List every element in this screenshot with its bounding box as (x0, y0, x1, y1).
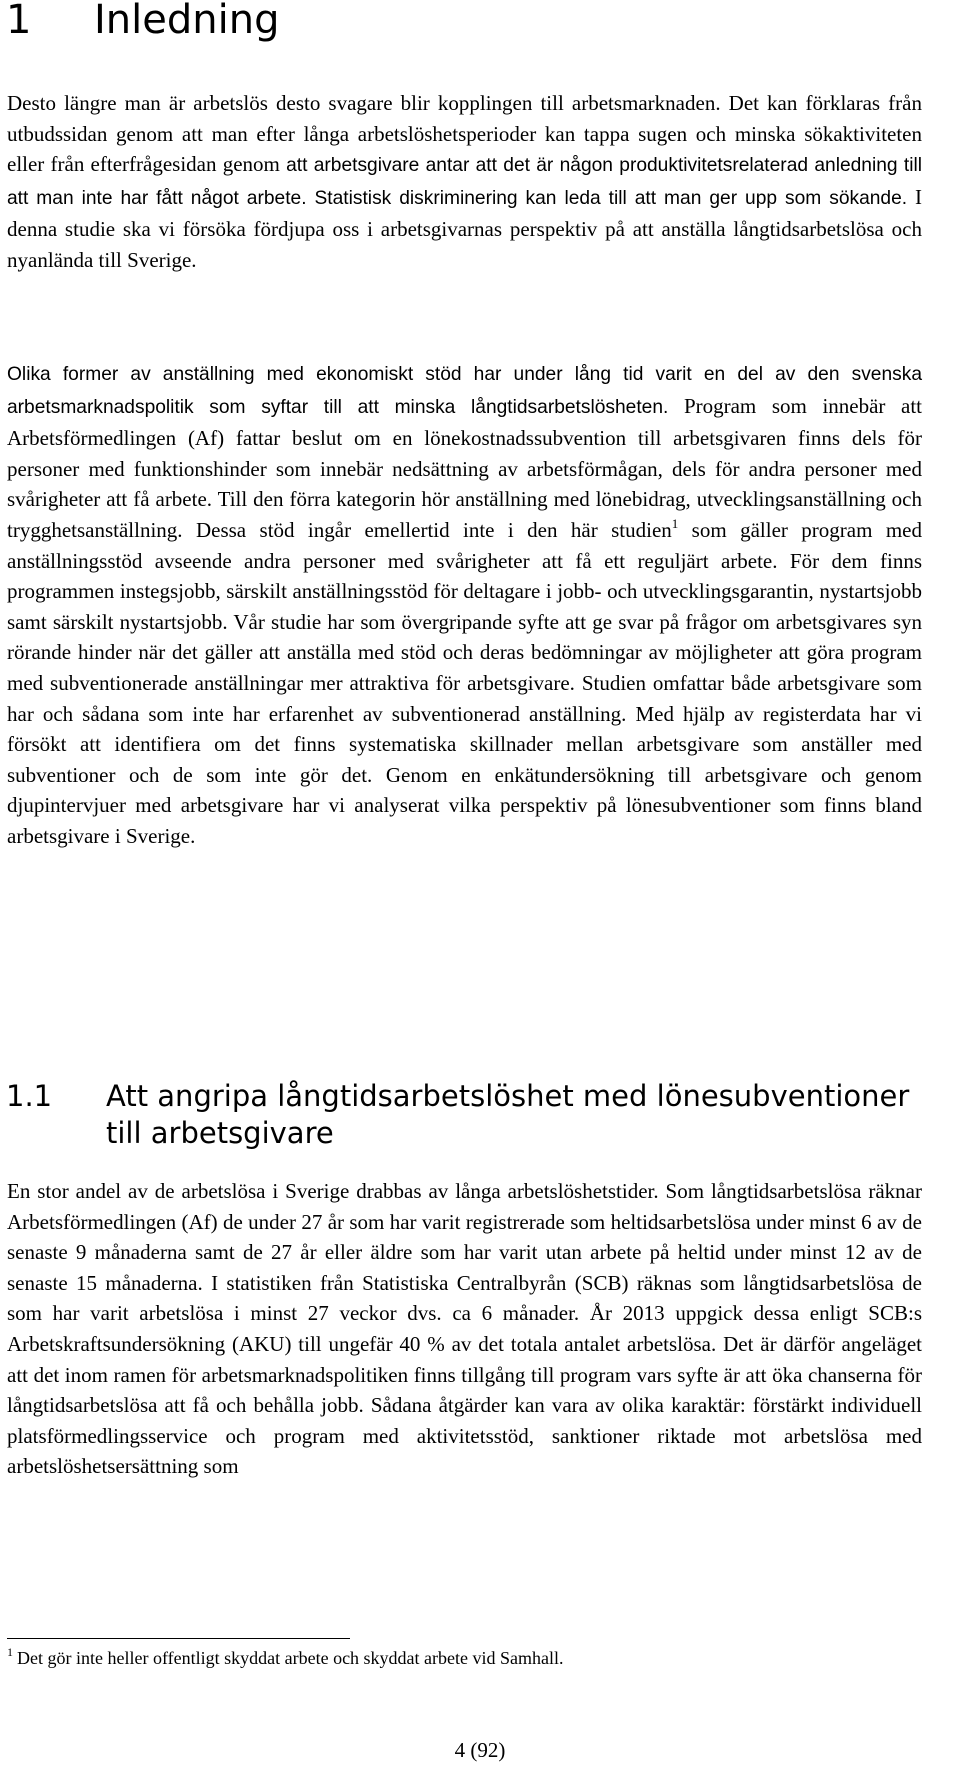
text-run: som gäller program med anställningsstöd avseende andra personer med svårigheter att få ett reguljärt arbete. För dem finns programmen instegsjobb, särskilt anställningsstöd för deltagare i jobb- och utvecklingsgarantin, nystartsjobb samt särskilt nystartsjobb. Vår studie har som övergripande syfte att ge svar på frågor om arbetsgivares syn rörande hinder när det gäller att anställa med stöd och deras bedömningar av möjligheter att göra program med subventionerade anställningar mer attraktiva för arbetsgivare. Studien omfattar både arbetsgivare som har och sådana som inte har erfarenhet av subventionerad anställning. Med hjälp av registerdata har vi försökt att identifiera om det finns systematiska skillnader mellan arbetsgivare som anställer med subventioner och de som inte gör det. Genom en enkätundersökning till arbetsgivare och genom djupintervjuer med arbetsgivare har vi analyserat vilka perspektiv på lönesubventioner som finns bland arbetsgivare i Sverige. (7, 517, 922, 848)
program-paragraph (7, 358, 922, 852)
footnote-text: Det gör inte heller offentligt skyddat arbete och skyddat arbete vid Samhall. (17, 1648, 564, 1668)
footnote-marker: 1 (7, 1645, 13, 1659)
footnote (7, 1646, 564, 1670)
subsection-title: Att angripa långtidsarbetslöshet med lönesubventioner till arbetsgivare (106, 1079, 910, 1150)
text-run: Program som innebär att Arbetsförmedlingen (Af) fattar beslut om en lönekostnadssubvention till arbetsgivaren finns dels för personer med funktionshinder som innebär nedsättning av arbetsförmågan, dels för andra personer med svårigheter att få arbete. Till den förra kategorin hör anställning med lönebidrag, utvecklingsanställning och trygghetsanställning. Dessa stöd ingår emellertid inte i den här studien (7, 393, 922, 542)
intro-paragraph (7, 88, 922, 276)
footnote-reference[interactable]: 1 (671, 515, 679, 531)
subsection-paragraph: En stor andel av de arbetslösa i Sverige drabbas av långa arbetslöshetstider. Som långtidsarbetslösa räknar Arbetsförmedlingen (Af) de under 27 år som har varit registrerade som heltidsarbetslösa under minst 6 av de senaste 9 månaderna samt de 27 år eller äldre som har varit utan arbete på heltid under minst 12 av de senaste 15 månaderna. I statistiken från Statistiska Centralbyrån (SCB) räknas som långtidsarbetslösa de som har varit arbetslösa i minst 27 veckor dvs. ca 6 månader. År 2013 uppgick dessa enligt SCB:s Arbetskraftsundersökning (AKU) till ungefär 40 % av det totala antalet arbetslösa. Det är därför angeläget att det inom ramen för arbetsmarknadspolitiken finns tillgång till program vars syfte är att öka chanserna för långtidsarbetslösa att få och behålla jobb. Sådana åtgärder kan vara av olika karaktär: förstärkt individuell platsförmedlingsservice och program med aktivitetsstöd, sanktioner riktade mot arbetslösa med arbetslöshetsersättning som (7, 1179, 922, 1479)
section-number: 1 (6, 0, 32, 43)
subsection-heading (6, 1078, 926, 1152)
text-run: Olika former av anställning med ekonomiskt stöd har under lång tid varit en del av den svenska arbetsmarknadspolitik som syftar till att minska långtidsarbetslösheten. (7, 364, 922, 418)
section-heading (6, 0, 279, 46)
text-run: att arbetsgivare antar att det är någon produktivitetsrelaterad anledning till att man inte har fått något arbete. Statistisk diskriminering kan leda till att man ger upp som sökande. (7, 155, 922, 209)
page-number: 4 (92) (454, 1738, 506, 1762)
text-run: I denna studie ska vi försöka fördjupa oss i arbetsgivarnas perspektiv på att anställa långtidsarbetslösa och nyanlända till Sverige. (7, 184, 923, 272)
footnote-divider (7, 1638, 350, 1639)
section-title: Inledning (94, 0, 280, 43)
text-run: Desto längre man är arbetslös desto svagare blir kopplingen till arbetsmarknaden. Det kan förklaras från utbudssidan genom att man efter långa arbetslöshetsperioder kan tappa sugen och minska sökaktiviteten eller från efterfrågesidan genom (7, 91, 922, 177)
subsection-number: 1.1 (6, 1079, 53, 1113)
